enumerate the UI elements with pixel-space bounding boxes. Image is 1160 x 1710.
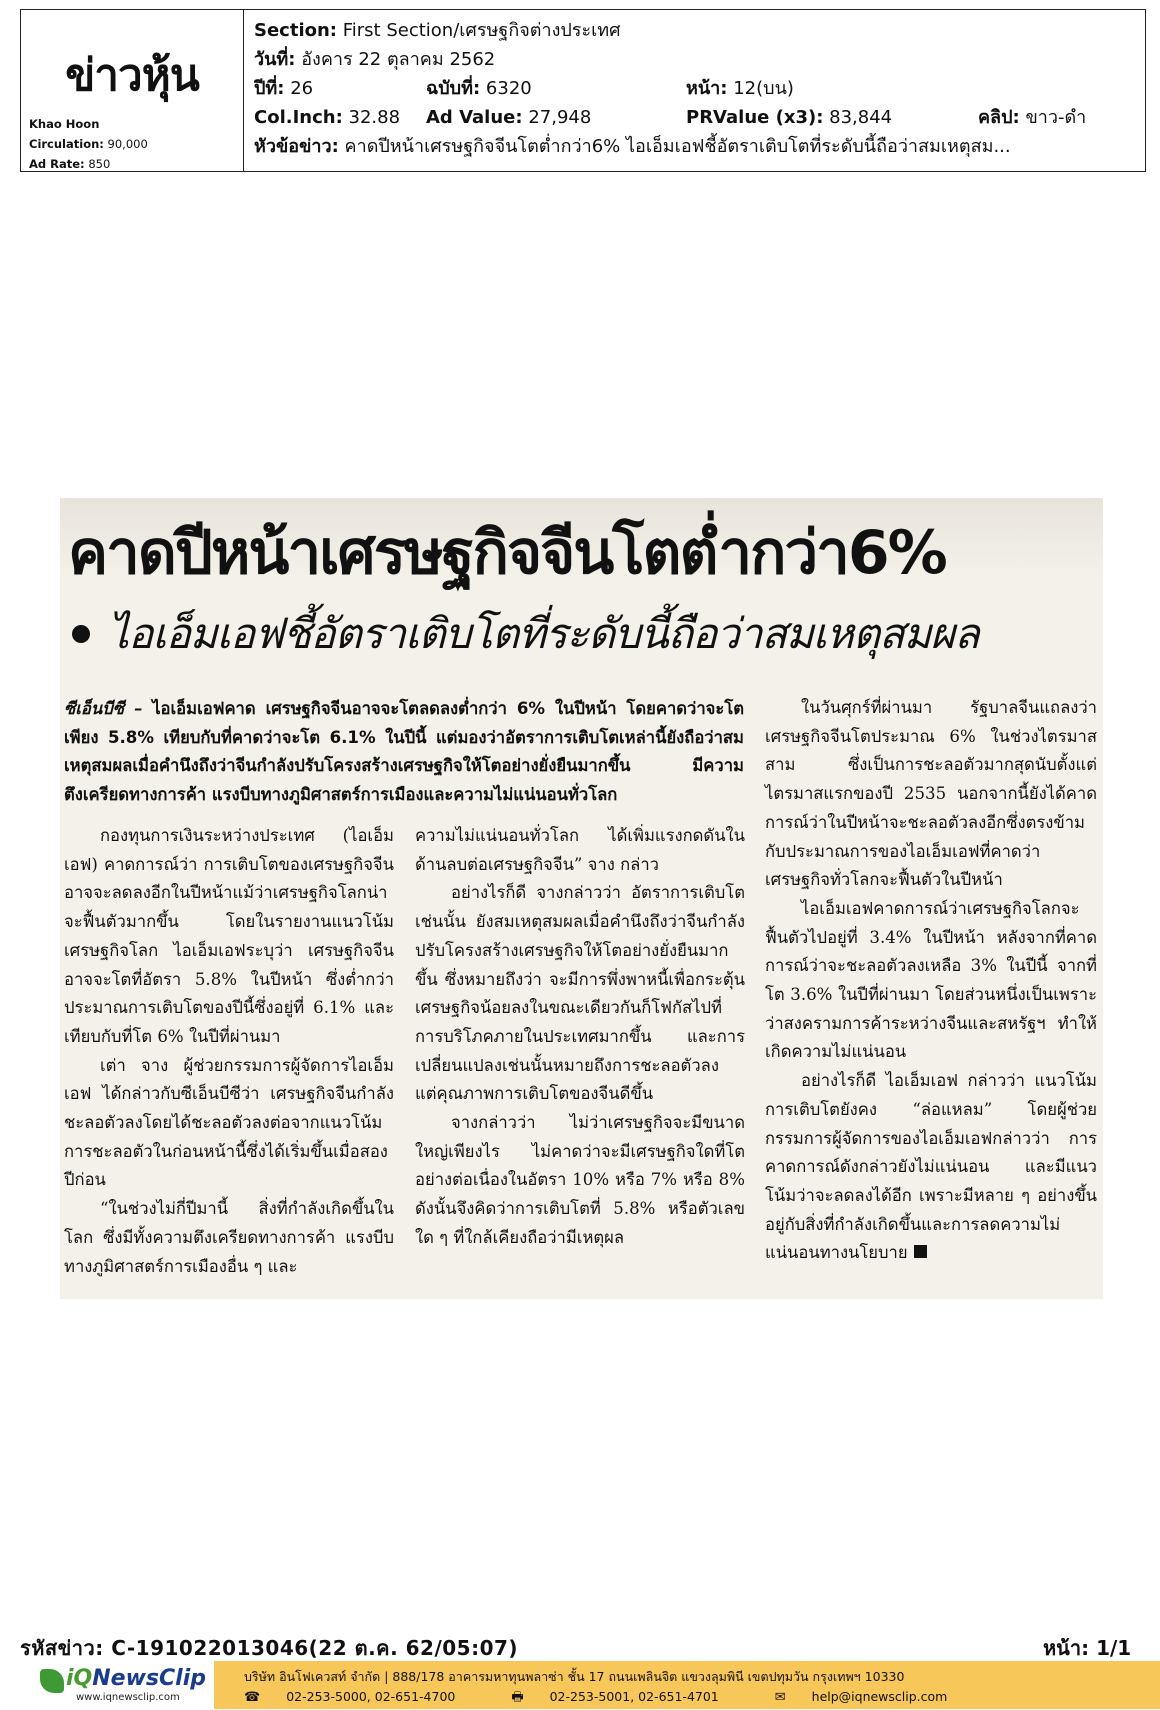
colinch-field: Col.Inch: 32.88 — [254, 107, 401, 128]
paragraph: “ในช่วงไม่กี่ปีมานี้ สิ่งที่กำลังเกิดขึ้นในโลก ซึ่งมีทั้งความตึงเครียดทางการค้า แรงบีบทางภูมิศาสตร์การเมืองอื่น ๆ และ — [64, 1199, 394, 1276]
publication-panel — [21, 10, 244, 171]
contact-row — [244, 1688, 999, 1710]
email-contact[interactable]: ✉ help@iqnewsclip.com — [774, 1689, 948, 1705]
source-tag: ซีเอ็นบีซี – — [64, 698, 143, 718]
issue-field: ฉบับที่: 6320 — [426, 78, 532, 99]
clip-color-field: คลิป: ขาว-ดำ — [978, 107, 1087, 128]
article-column-3 — [765, 694, 1097, 1268]
article-lead — [64, 694, 744, 809]
newspaper-clipping — [60, 498, 1103, 1299]
footer-bar — [0, 1661, 1160, 1709]
advalue-field: Ad Value: 27,948 — [426, 107, 592, 128]
lead-text: ไอเอ็มเอฟคาด เศรษฐกิจจีนอาจจะโตลดลงต่ำกว่า 6% ในปีหน้า โดยคาดว่าจะโตเพียง 5.8% เทียบกับที่คาดว่าจะโต 6.1% ในปีนี้ แต่มองว่าอัตราการเติบโตเหล่านี้ยังถือว่าสมเหตุสมผลเมื่อคำนึงถึงว่าจีนกำลังปรับโครงสร้างเศรษฐกิจให้โตอย่างยั่งยืนมากขึ้น มีความตึงเครียดทางการค้า แรงบีบทางภูมิศาสตร์การเมืองและความไม่แน่นอนทั่วโลก — [64, 699, 745, 804]
paragraph: จางกล่าวว่า ไม่ว่าเศรษฐกิจจะมีขนาดใหญ่เพียงไร ไม่คาดว่าจะมีเศรษฐกิจใดที่โตอย่างต่อเนื่องในอัตรา 10% หรือ 7% หรือ 8% ดังนั้นจึงคิดว่าการเติบโตที่ 5.8% หรือตัวเลขใด ๆ ที่ใกล้เคียงถือว่ามีเหตุผล — [415, 1113, 745, 1247]
paragraph: อย่างไรก็ดี จางกล่าวว่า อัตราการเติบโตเช่นนั้น ยังสมเหตุสมผลเมื่อคำนึงถึงว่าจีนกำลังปรับโครงสร้างเศรษฐกิจให้โตอย่างยั่งยืนมากขึ้น ซึ่งหมายถึงว่า จะมีการพึ่งพาหนี้เพื่อกระตุ้นเศรษฐกิจน้อยลงในขณะเดียวกันก็โฟกัสไปที่การบริโภคภายในประเทศมากขึ้น และการเปลี่ยนแปลงเช่นนั้นหมายถึงการชะลอตัวลง แต่คุณภาพการเติบโตของจีนดีขึ้น — [415, 883, 745, 1104]
paragraph: ความไม่แน่นอนทั่วโลก ได้เพิ่มแรงกดดันในด้านลบต่อเศรษฐกิจจีน” จาง กล่าว — [415, 826, 745, 874]
brand-url[interactable]: www.iqnewsclip.com — [76, 1692, 180, 1703]
fax-contact: 🖶 02-253-5001, 02-651-4701 — [511, 1689, 744, 1704]
page-field: หน้า: 12(บน) — [686, 78, 794, 99]
publication-name: Khao Hoon — [29, 117, 100, 131]
article-subhead: ไอเอ็มเอฟชี้อัตราเติบโตที่ระดับนี้ถือว่าสมเหตุสมผล — [68, 608, 1098, 660]
clip-info-header — [20, 9, 1146, 172]
leaf-icon — [40, 1669, 64, 1693]
phone-icon: ☎ — [244, 1690, 261, 1705]
circulation: Circulation: 90,000 — [29, 137, 148, 151]
paragraph: กองทุนการเงินระหว่างประเทศ (ไอเอ็มเอฟ) คาดการณ์ว่า การเติบโตของเศรษฐกิจจีนอาจจะลดลงอีกในปีหน้าแม้ว่าเศรษฐกิจโลกน่าจะฟื้นตัวมากขึ้น โดยในรายงานแนวโน้มเศรษฐกิจโลก ไอเอ็มเอฟระบุว่า เศรษฐกิจจีนอาจจะโตที่อัตรา 5.8% ในปีหน้า ซึ่งต่ำกว่าประมาณการเติบโตของปีนี้ซึ่งอยู่ที่ 6.1% และเทียบกับที่โต 6% ในปีที่ผ่านมา — [64, 826, 394, 1046]
paragraph: ไอเอ็มเอฟคาดการณ์ว่าเศรษฐกิจโลกจะฟื้นตัวไปอยู่ที่ 3.4% ในปีหน้า หลังจากที่คาดการณ์ว่าจะชะลอตัวลงเหลือ 3% ในปีนี้ จากที่โต 3.6% ในปีที่ผ่านมา โดยส่วนหนึ่งเป็นเพราะว่าสงครามการค้าระหว่างจีนและสหรัฐฯ ทำให้เกิดความไม่แน่นอน — [765, 898, 1097, 1062]
bullet-icon — [72, 625, 90, 643]
value-row — [254, 103, 1135, 132]
company-contact — [214, 1661, 1160, 1709]
iqnewsclip-logo[interactable] — [38, 1661, 208, 1709]
headline-row: หัวข้อข่าว: คาดปีหน้าเศรษฐกิจจีนโตต่ำกว่า6% ไอเอ็มเอฟชี้อัตราเติบโตที่ระดับนี้ถือว่าสมเหตุสม... — [254, 136, 1011, 157]
article-column-2 — [415, 822, 745, 1253]
paragraph: อย่างไรก็ดี ไอเอ็มเอฟ กล่าวว่า แนวโน้มการเติบโตยังคง “ล่อแหลม” โดยผู้ช่วยกรรมการผู้จัดการของไอเอ็มเอฟกล่าวว่า การคาดการณ์ดังกล่าวยังไม่แน่นอน และมีแนวโน้มว่าจะลดลงได้อีก เพราะมีหลาย ๆ อย่างขึ้นอยู่กับสิ่งที่กำลังเกิดขึ้นและการลดความไม่แน่นอนทางนโยบาย — [765, 1071, 1097, 1263]
article-column-1 — [64, 822, 394, 1281]
envelope-icon: ✉ — [774, 1690, 786, 1705]
section-row: Section: First Section/เศรษฐกิจต่างประเทศ — [254, 20, 621, 41]
year-field: ปีที่: 26 — [254, 78, 314, 99]
article-headline: คาดปีหน้าเศรษฐกิจจีนโตต่ำกว่า6% — [68, 518, 946, 588]
company-address: บริษัท อินโฟเควสท์ จำกัด | 888/178 อาคารมหาทุนพลาซ่า ชั้น 17 ถนนเพลินจิต แขวงลุมพินี เขตปทุมวัน กรุงเทพฯ 10330 — [244, 1669, 905, 1684]
paragraph: ในวันศุกร์ที่ผ่านมา รัฐบาลจีนแถลงว่า เศรษฐกิจจีนโตประมาณ 6% ในช่วงไตรมาสสาม ซึ่งเป็นการชะลอตัวมากสุดนับตั้งแต่ไตรมาสแรกของปี 2535 นอกจากนี้ยังได้คาดการณ์ว่าในปีหน้าจะชะลอตัวลงอีกซึ่งตรงข้ามกับประมาณการของไอเอ็มเอฟที่คาดว่าเศรษฐกิจทั่วโลกจะฟื้นตัวในปีหน้า — [765, 698, 1097, 890]
printer-icon: 🖶 — [511, 1690, 524, 1705]
publication-logo: ข่าวหุ้น — [65, 50, 199, 101]
ad-rate: Ad Rate: 850 — [29, 157, 111, 171]
news-code: รหัสข่าว: C-191022013046(22 ต.ค. 62/05:07) — [20, 1636, 519, 1660]
prvalue-field: PRValue (x3): 83,844 — [686, 107, 893, 128]
phone-contact: ☎ 02-253-5000, 02-651-4700 — [244, 1689, 456, 1705]
date-row: วันที่: อังคาร 22 ตุลาคม 2562 — [254, 49, 496, 70]
brand-name: iQNewsClip — [66, 1666, 206, 1691]
paragraph: เต่า จาง ผู้ช่วยกรรมการผู้จัดการไอเอ็มเอฟ ได้กล่าวกับซีเอ็นบีซีว่า เศรษฐกิจจีนกำลังชะลอตัวลงโดยได้ชะลอตัวลงต่อจากแนวโน้มการชะลอตัวในก่อนหน้านี้ซึ่งได้เริ่มขึ้นเมื่อสองปีก่อน — [64, 1055, 394, 1190]
issue-row — [254, 74, 1135, 103]
end-of-article-icon — [914, 1245, 927, 1258]
page-count: หน้า: 1/1 — [1043, 1636, 1132, 1660]
clip-metadata — [244, 10, 1145, 171]
